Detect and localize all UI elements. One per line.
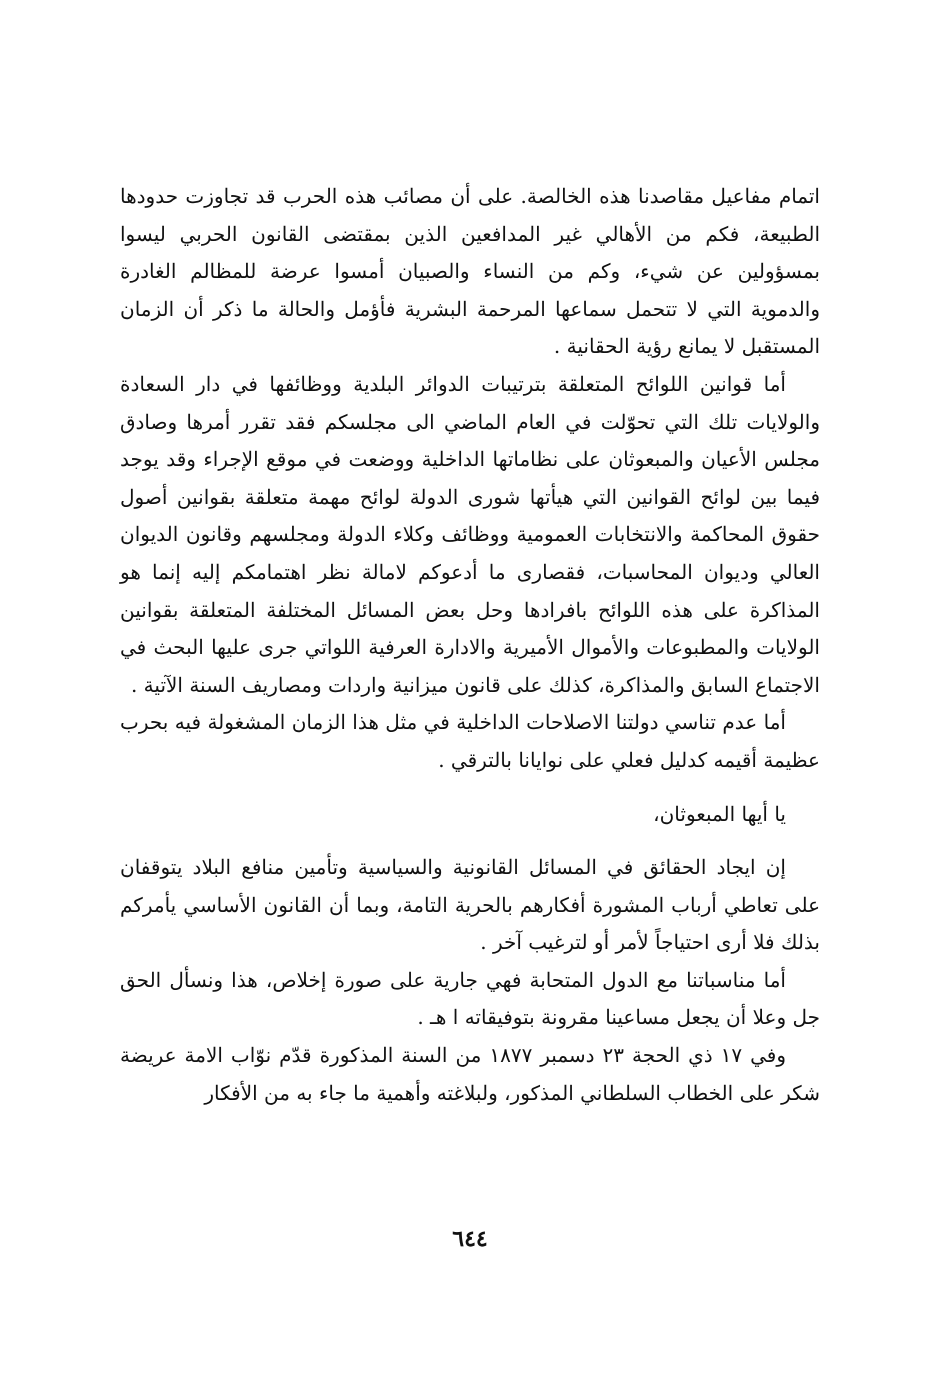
page-number: ٦٤٤ [452, 1226, 488, 1252]
paragraph-internal-reforms: أما عدم تناسي دولتنا الاصلاحات الداخلية في مثل هذا الزمان المشغولة فيه بحرب عظيمة أقيمه كدليل فعلي على نوايانا بالترقي . [120, 710, 820, 772]
salutation: يا أيها المبعوثان، [653, 801, 786, 826]
paragraph-petition-of-thanks: وفي ١٧ ذي الحجة ٢٣ دسمبر ١٨٧٧ من السنة المذكورة قدّم نوّاب الامة عريضة شكر على الخطاب السلطاني المذكور، ولبلاغته وأهمية ما جاء به من الأفكار [120, 1043, 820, 1105]
paragraph-municipal-laws: أما قوانين اللوائح المتعلقة بترتيبات الدوائر البلدية ووظائفها في دار السعادة والولايات تلك التي تحوّلت في العام الماضي الى مجلسكم فقد تقرر أمرها وصادق مجلس الأعيان والمبعوثان على نظاماتها الداخلية ووضعت في موقع الإجراء وقد يوجد فيما بين لوائح القوانين التي هيأتها شورى الدولة لوائح مهمة متعلقة بقوانين أصول حقوق المحاكمة والانتخابات العمومية ووظائف وكلاء الدولة ومجلسهم وقانون الديوان العالي وديوان المحاسبات، فقصارى ما أدعوكم لامالة نظر اهتمامكم إليه إنما هو المذاكرة على هذه اللوائح بافرادها وحل بعض المسائل المختلفة المتعلقة بقوانين الولايات والمطبوعات والأموال الأميرية والادارة العرفية اللواتي جرى عليها البحث في الاجتماع السابق والمذاكرة، كذلك على قانون ميزانية واردات ومصاريف السنة الآتية . [120, 371, 820, 697]
paragraph-continuation: اتمام مفاعيل مقاصدنا هذه الخالصة. على أن مصائب هذه الحرب قد تجاوزت حدودها الطبيعة، فكم من الأهالي غير المدافعين الذين بمقتضى القانون الحربي ليسوا بمسؤولين عن شيء، وكم من النساء والصبيان أمسوا عرضة للمظالم الغادرة والدموية التي لا تتحمل سماعها المرحمة البشرية فأؤمل والحالة ما ذكر أن الزمان المستقبل لا يمانع رؤية الحقانية . [120, 184, 820, 359]
page-body [120, 178, 820, 1112]
paragraph-freedom-of-opinion: إن ايجاد الحقائق في المسائل القانونية والسياسية وتأمين منافع البلاد يتوقفان على تعاطي أرباب المشورة أفكارهم بالحرية التامة، وبما أن القانون الأساسي يأمركم بذلك فلا أرى احتياجاً لأمر أو لترغيب آخر . [120, 855, 820, 955]
paragraph-foreign-relations: أما مناسباتنا مع الدول المتحابة فهي جارية على صورة إخلاص، هذا ونسأل الحق جل وعلا أن يجعل مساعينا مقرونة بتوفيقاته ا هـ . [120, 967, 820, 1030]
